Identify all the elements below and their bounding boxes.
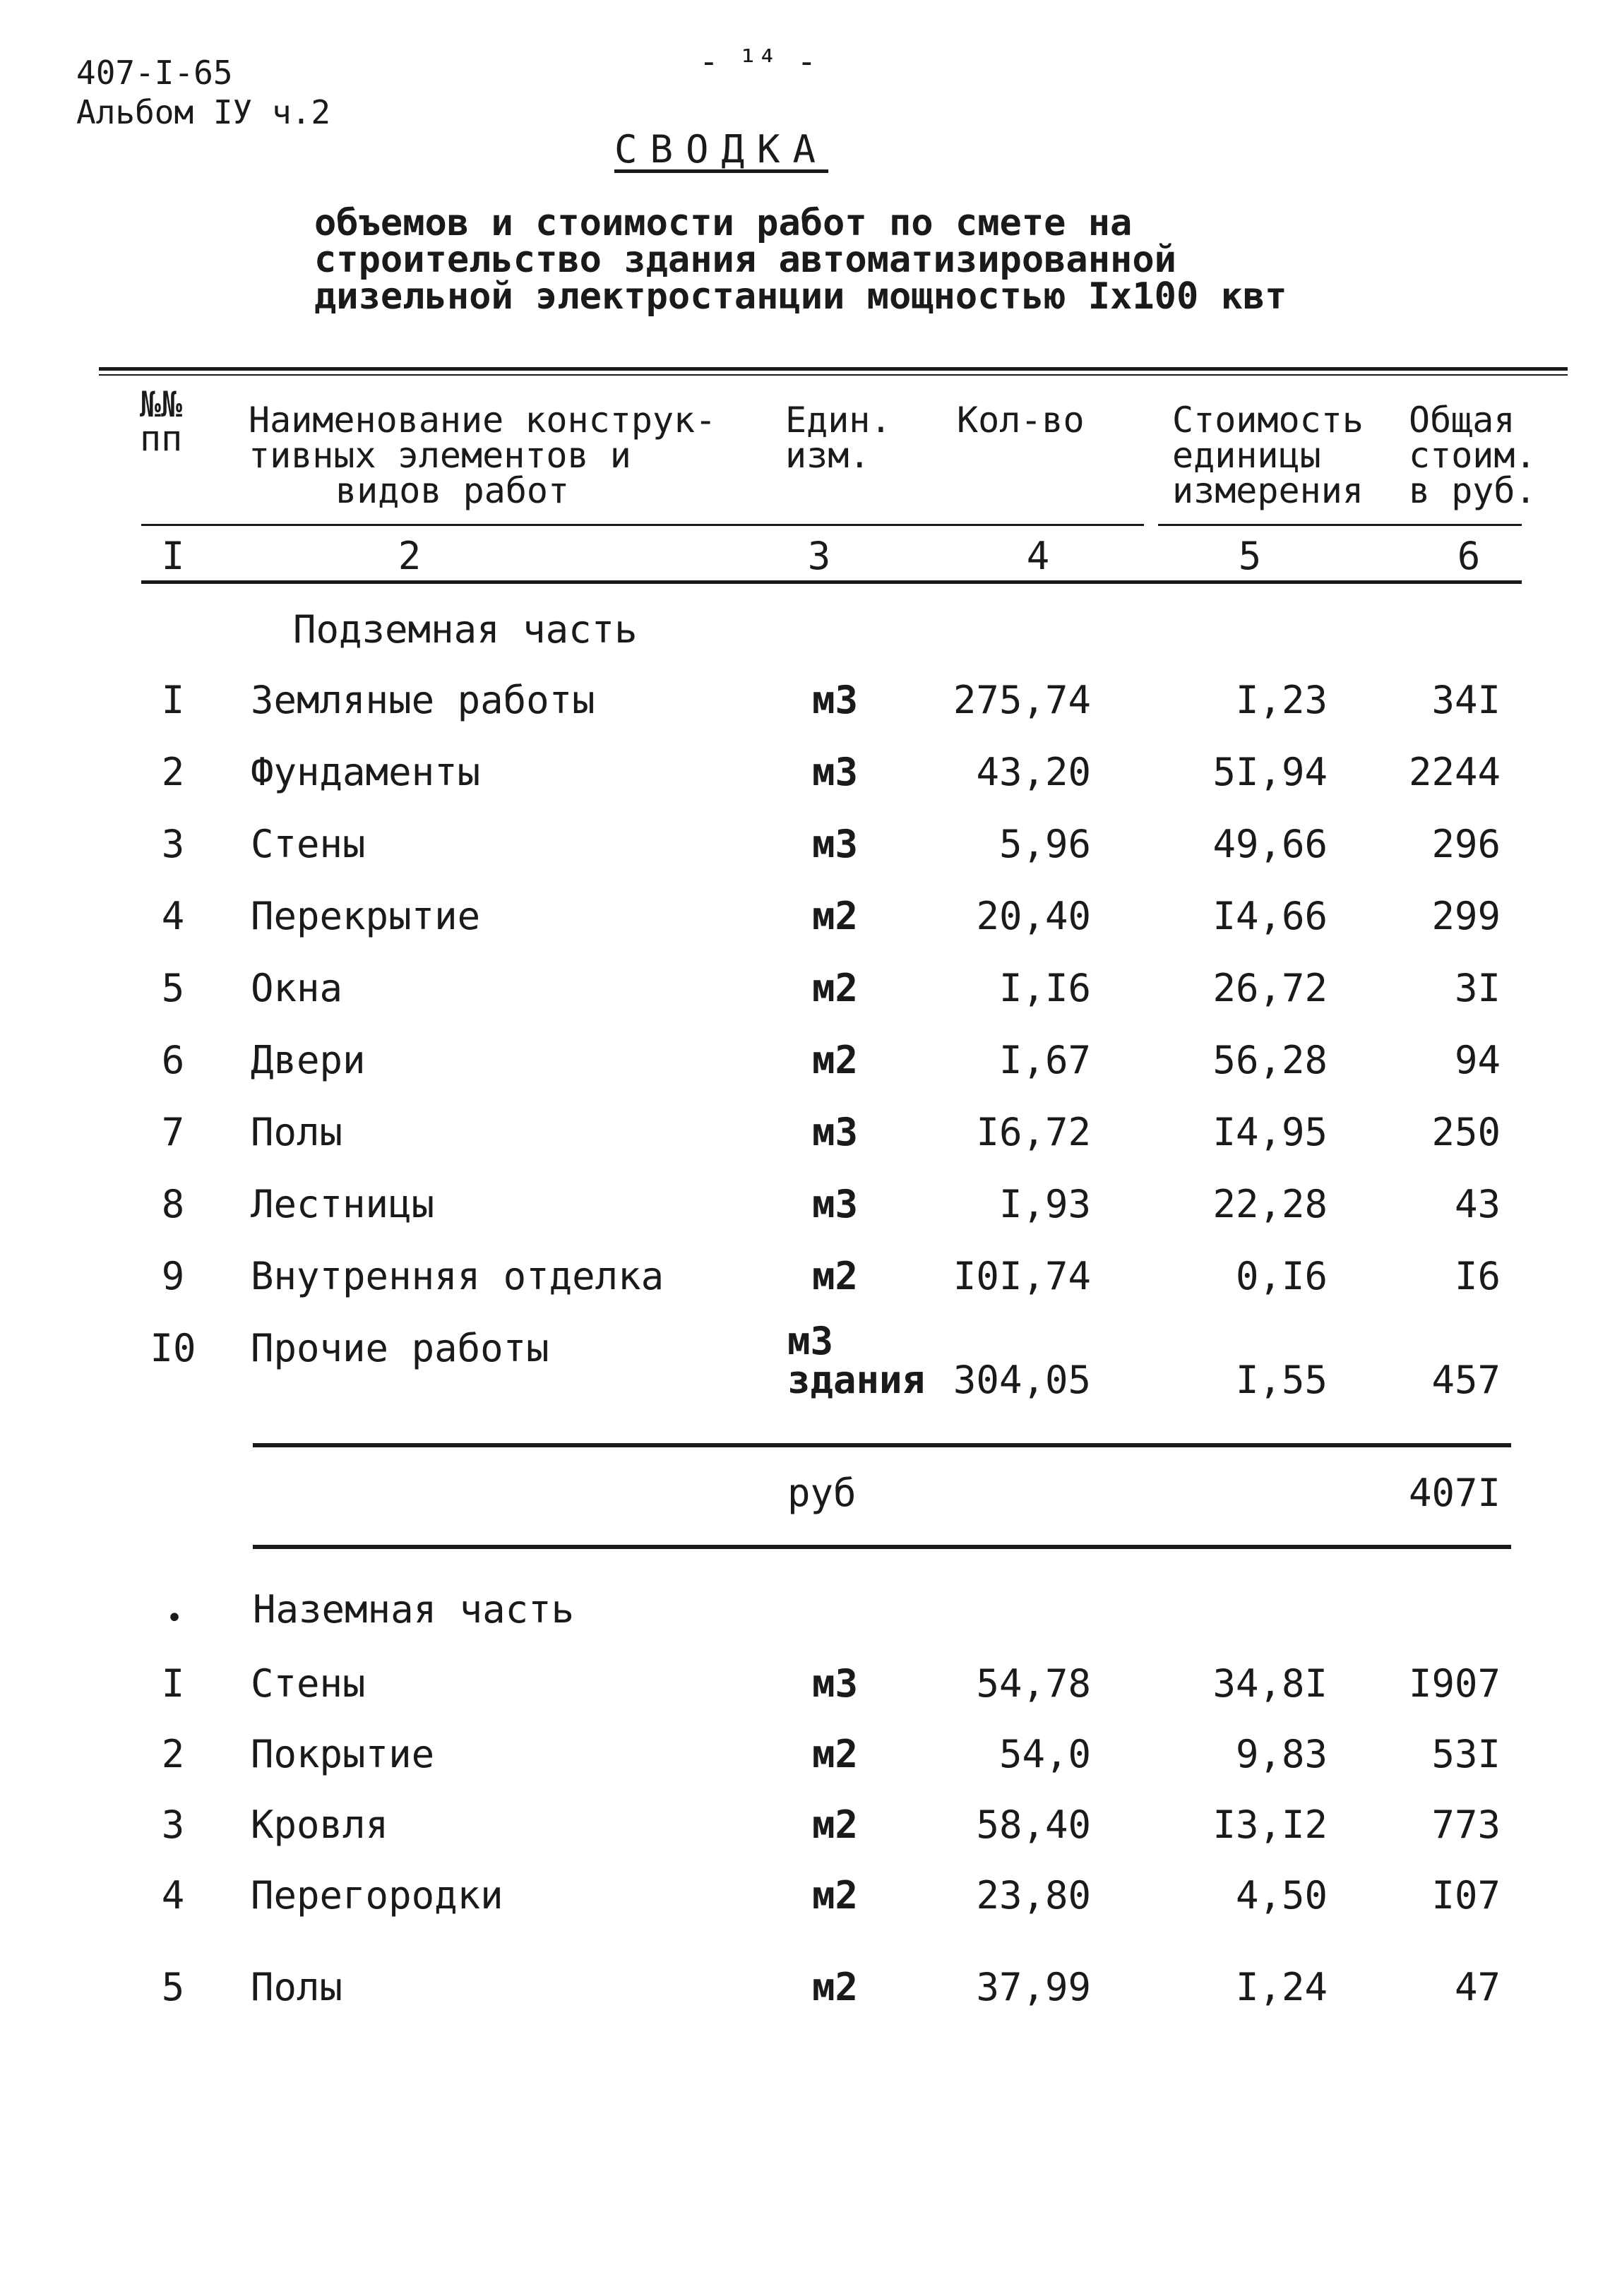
row-number: I (161, 1661, 185, 1706)
row-name: Фундаменты (251, 750, 481, 794)
row-total: 47 (1454, 1965, 1501, 2009)
row-quantity: 54,0 (998, 1732, 1091, 1776)
row-name: Полы (251, 1965, 343, 2009)
header-unit-cost-line-1: Стоимость (1172, 400, 1364, 441)
column-numbers-rule (141, 580, 1522, 584)
header-total-line-2: стоим. (1409, 435, 1537, 476)
row-unit-cost: I4,95 (1212, 1110, 1328, 1154)
row-number: 5 (161, 1965, 185, 2009)
column-number-4: 4 (1026, 534, 1050, 578)
row-unit: м3 (812, 750, 859, 794)
row-total: 457 (1431, 1358, 1501, 1402)
row-total: I6 (1454, 1254, 1501, 1298)
header-name-line-1: Наименование конструк- (249, 400, 717, 441)
header-no-line-2: пп (140, 418, 183, 459)
row-unit-cost: 5I,94 (1212, 750, 1328, 794)
row-name: Лестницы (251, 1182, 435, 1226)
row-unit: м3 (812, 678, 859, 722)
section-total-rule-top (253, 1443, 1511, 1447)
row-unit-cost: 56,28 (1212, 1038, 1328, 1082)
row-number: 6 (161, 1038, 185, 1082)
row-total: 2244 (1408, 750, 1501, 794)
row-unit: м2 (812, 894, 859, 938)
row-unit-cost: 22,28 (1212, 1182, 1328, 1226)
row-unit-cost: 0,I6 (1235, 1254, 1328, 1298)
row-unit: м3 (812, 1661, 859, 1706)
column-number-6: 6 (1457, 534, 1481, 578)
row-quantity: I,I6 (998, 966, 1091, 1010)
section-bullet: • (166, 1602, 184, 1634)
header-unit-line-2: изм. (785, 435, 871, 476)
table-top-rule-thin (99, 374, 1568, 376)
header-unit-cost-line-3: измерения (1172, 470, 1364, 511)
column-number-2: 2 (398, 534, 422, 578)
row-unit-cost: I,23 (1235, 678, 1328, 722)
row-number: I0 (150, 1326, 196, 1370)
row-number: 3 (161, 822, 185, 866)
row-unit-cost: I3,I2 (1212, 1802, 1328, 1847)
row-name: Прочие работы (251, 1326, 549, 1370)
row-quantity: 54,78 (976, 1661, 1091, 1706)
header-total-line-3: в руб. (1409, 470, 1537, 511)
table-top-rule (99, 367, 1568, 371)
header-rule-left (141, 524, 1144, 526)
row-quantity: I6,72 (976, 1110, 1091, 1154)
row-number: 3 (161, 1802, 185, 1847)
column-number-5: 5 (1238, 534, 1262, 578)
row-unit: м3 (812, 1110, 859, 1154)
document-title: СВОДКА (614, 127, 829, 172)
row-unit: м2 (812, 1802, 859, 1847)
section-title-above-ground: Наземная часть (253, 1587, 575, 1632)
row-unit: м2 (812, 966, 859, 1010)
row-unit-cost: I,55 (1235, 1358, 1328, 1402)
row-quantity: 275,74 (953, 678, 1091, 722)
row-quantity: I0I,74 (953, 1254, 1091, 1298)
row-unit: м3 (812, 822, 859, 866)
row-total: 53I (1431, 1732, 1501, 1776)
header-qty: Кол-во (957, 400, 1085, 441)
row-total: I07 (1431, 1873, 1501, 1918)
album-label: Альбом IУ ч.2 (76, 93, 331, 131)
row-name: Покрытие (251, 1732, 435, 1776)
row-number: 2 (161, 1732, 185, 1776)
row-quantity: 20,40 (976, 894, 1091, 938)
row-quantity: 43,20 (976, 750, 1091, 794)
row-name: Стены (251, 822, 366, 866)
row-name: Перекрытие (251, 894, 481, 938)
row-name: Полы (251, 1110, 343, 1154)
header-name-line-3: видов работ (335, 470, 570, 511)
row-quantity: 58,40 (976, 1802, 1091, 1847)
row-unit: м2 (812, 1038, 859, 1082)
section-title-underground: Подземная часть (293, 607, 638, 652)
page-mark: - ¹⁴ - (699, 42, 817, 80)
row-name: Перегородки (251, 1873, 503, 1918)
row-unit-line-1: м3 (787, 1319, 834, 1363)
row-unit-line-2: здания (787, 1358, 926, 1402)
row-unit-cost: 26,72 (1212, 966, 1328, 1010)
row-total: 299 (1431, 894, 1501, 938)
row-total: 43 (1454, 1182, 1501, 1226)
row-quantity: 5,96 (998, 822, 1091, 866)
row-unit-cost: 4,50 (1235, 1873, 1328, 1918)
row-unit: м2 (812, 1732, 859, 1776)
row-name: Внутренняя отделка (251, 1254, 664, 1298)
row-unit-cost: 49,66 (1212, 822, 1328, 866)
row-quantity: I,67 (998, 1038, 1091, 1082)
header-unit-cost-line-2: единицы (1172, 435, 1321, 476)
row-name: Кровля (251, 1802, 389, 1847)
header-total-line-1: Общая (1409, 400, 1515, 441)
row-name: Стены (251, 1661, 366, 1706)
row-number: 9 (161, 1254, 185, 1298)
row-name: Земляные работы (251, 678, 595, 722)
row-number: 4 (161, 894, 185, 938)
row-total: 773 (1431, 1802, 1501, 1847)
row-total: 34I (1431, 678, 1501, 722)
row-number: 8 (161, 1182, 185, 1226)
row-total: 3I (1454, 966, 1501, 1010)
document-code: 407-I-65 (76, 54, 233, 92)
header-name-line-2: тивных элементов и (249, 435, 631, 476)
subtitle-line-3: дизельной электростанции мощностью Iх100 квт (314, 275, 1287, 318)
row-unit-cost: 9,83 (1235, 1732, 1328, 1776)
row-number: 2 (161, 750, 185, 794)
row-total: 296 (1431, 822, 1501, 866)
row-unit: м3 (812, 1182, 859, 1226)
row-total: I907 (1408, 1661, 1501, 1706)
row-name: Окна (251, 966, 343, 1010)
row-unit-cost: I4,66 (1212, 894, 1328, 938)
section-total-value: 407I (1408, 1471, 1501, 1515)
column-number-1: I (161, 534, 185, 578)
subtitle-line-1: объемов и стоимости работ по смете на (314, 202, 1133, 244)
row-unit: м2 (812, 1873, 859, 1918)
section-total-unit: руб (787, 1471, 857, 1515)
row-unit: м2 (812, 1254, 859, 1298)
row-unit-cost: 34,8I (1212, 1661, 1328, 1706)
row-unit-cost: I,24 (1235, 1965, 1328, 2009)
row-unit: м2 (812, 1965, 859, 2009)
row-quantity: I,93 (998, 1182, 1091, 1226)
row-name: Двери (251, 1038, 366, 1082)
row-number: 7 (161, 1110, 185, 1154)
column-number-3: 3 (807, 534, 831, 578)
header-rule-right (1158, 524, 1522, 526)
section-total-rule-bottom (253, 1545, 1511, 1549)
row-quantity: 23,80 (976, 1873, 1091, 1918)
row-total: 250 (1431, 1110, 1501, 1154)
row-quantity: 37,99 (976, 1965, 1091, 2009)
row-number: 5 (161, 966, 185, 1010)
row-quantity: 304,05 (953, 1358, 1091, 1402)
header-unit-line-1: Един. (785, 400, 892, 441)
row-number: 4 (161, 1873, 185, 1918)
row-number: I (161, 678, 185, 722)
row-total: 94 (1454, 1038, 1501, 1082)
subtitle-line-2: строительство здания автоматизированной (314, 239, 1176, 281)
header-no-line-1: №№ (140, 384, 183, 425)
